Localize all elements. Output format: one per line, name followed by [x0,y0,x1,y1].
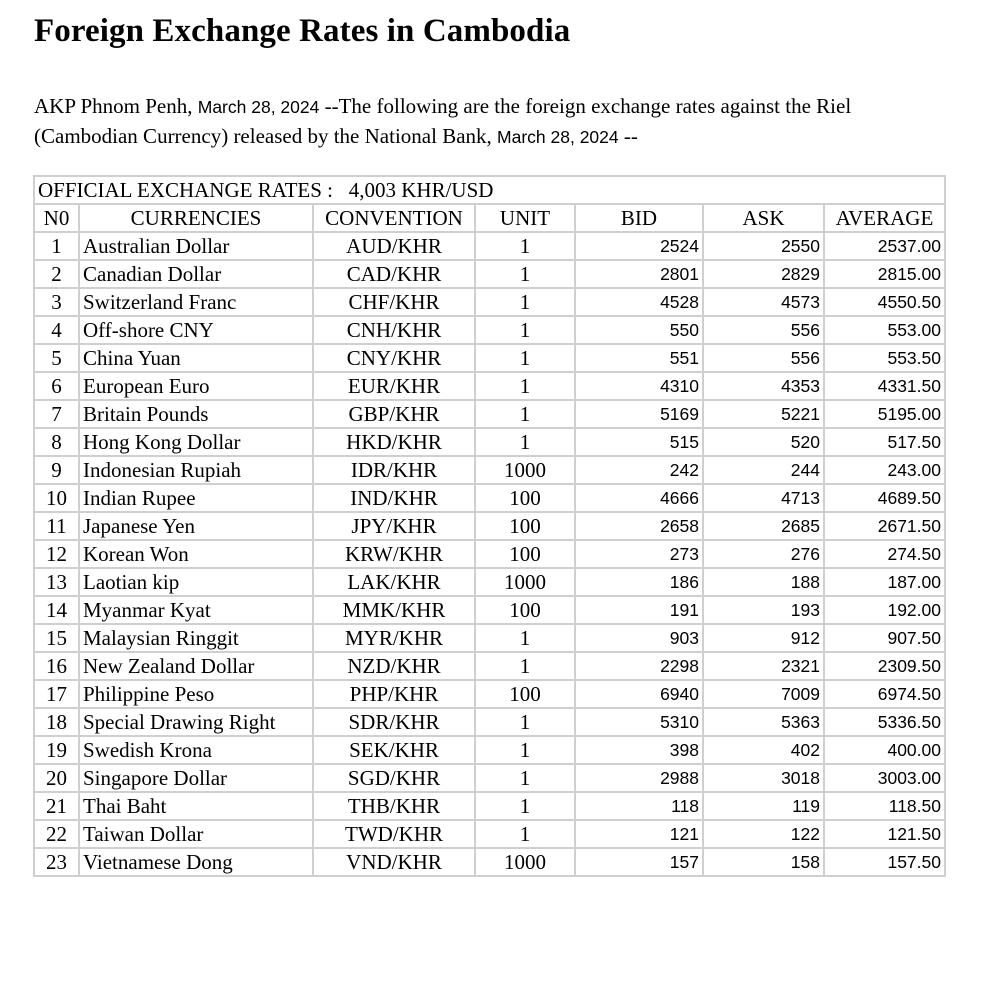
cell-bid: 5169 [575,400,703,428]
cell-currency: Australian Dollar [79,232,313,260]
cell-unit: 1 [475,708,575,736]
cell-bid: 903 [575,624,703,652]
cell-average: 187.00 [824,568,945,596]
cell-no: 1 [34,232,79,260]
cell-bid: 4666 [575,484,703,512]
table-row [34,260,945,288]
header-bid: BID [575,204,703,232]
table-row [34,232,945,260]
cell-currency: Taiwan Dollar [79,820,313,848]
cell-bid: 550 [575,316,703,344]
cell-convention: CHF/KHR [313,288,475,316]
cell-currency: Laotian kip [79,568,313,596]
intro-tail: -- [618,124,638,148]
cell-convention: CNY/KHR [313,344,475,372]
cell-currency: New Zealand Dollar [79,652,313,680]
cell-unit: 1 [475,736,575,764]
cell-bid: 398 [575,736,703,764]
cell-ask: 188 [703,568,824,596]
exchange-rates-table [33,175,946,877]
cell-convention: IDR/KHR [313,456,475,484]
cell-no: 9 [34,456,79,484]
cell-average: 907.50 [824,624,945,652]
cell-no: 10 [34,484,79,512]
cell-convention: TWD/KHR [313,820,475,848]
cell-unit: 1 [475,400,575,428]
cell-average: 400.00 [824,736,945,764]
cell-bid: 157 [575,848,703,876]
cell-average: 118.50 [824,792,945,820]
cell-unit: 1 [475,372,575,400]
cell-convention: MYR/KHR [313,624,475,652]
cell-unit: 1 [475,624,575,652]
cell-average: 157.50 [824,848,945,876]
cell-unit: 100 [475,512,575,540]
cell-convention: SEK/KHR [313,736,475,764]
table-row [34,848,945,876]
cell-currency: Malaysian Ringgit [79,624,313,652]
cell-unit: 100 [475,540,575,568]
cell-no: 4 [34,316,79,344]
cell-unit: 1000 [475,848,575,876]
cell-currency: Indonesian Rupiah [79,456,313,484]
cell-no: 12 [34,540,79,568]
cell-bid: 2524 [575,232,703,260]
cell-no: 14 [34,596,79,624]
table-row [34,288,945,316]
cell-unit: 1 [475,428,575,456]
cell-unit: 1 [475,820,575,848]
cell-bid: 6940 [575,680,703,708]
cell-currency: Thai Baht [79,792,313,820]
cell-ask: 119 [703,792,824,820]
table-row [34,792,945,820]
table-row [34,400,945,428]
table-row [34,764,945,792]
table-header-row [34,204,945,232]
cell-average: 4550.50 [824,288,945,316]
cell-unit: 1 [475,260,575,288]
cell-average: 553.00 [824,316,945,344]
cell-convention: SGD/KHR [313,764,475,792]
cell-unit: 1 [475,652,575,680]
table-row [34,344,945,372]
intro-middle: --The following are the foreign exchange rates against the Riel (Cambodian Currency) released by the National Bank, [34,94,852,148]
cell-ask: 122 [703,820,824,848]
intro-date: March 28, 2024 [197,97,320,117]
cell-convention: THB/KHR [313,792,475,820]
cell-average: 2537.00 [824,232,945,260]
cell-currency: Switzerland Franc [79,288,313,316]
cell-no: 3 [34,288,79,316]
cell-convention: JPY/KHR [313,512,475,540]
header-average: AVERAGE [824,204,945,232]
table-row [34,428,945,456]
header-no: N0 [34,204,79,232]
cell-currency: Britain Pounds [79,400,313,428]
cell-average: 6974.50 [824,680,945,708]
cell-average: 2815.00 [824,260,945,288]
cell-currency: Hong Kong Dollar [79,428,313,456]
cell-unit: 1 [475,344,575,372]
cell-average: 121.50 [824,820,945,848]
cell-currency: Korean Won [79,540,313,568]
cell-average: 243.00 [824,456,945,484]
cell-unit: 1000 [475,456,575,484]
header-currencies: CURRENCIES [79,204,313,232]
cell-average: 5336.50 [824,708,945,736]
cell-no: 20 [34,764,79,792]
cell-unit: 1 [475,316,575,344]
cell-ask: 2550 [703,232,824,260]
cell-bid: 2658 [575,512,703,540]
cell-currency: Off-shore CNY [79,316,313,344]
cell-unit: 100 [475,596,575,624]
cell-average: 2671.50 [824,512,945,540]
cell-no: 18 [34,708,79,736]
cell-unit: 1000 [475,568,575,596]
intro-lead: AKP Phnom Penh, [34,94,198,118]
cell-unit: 1 [475,288,575,316]
cell-average: 4331.50 [824,372,945,400]
table-row [34,372,945,400]
cell-ask: 556 [703,316,824,344]
table-row [34,708,945,736]
table-row [34,652,945,680]
header-unit: UNIT [475,204,575,232]
cell-ask: 244 [703,456,824,484]
table-row [34,316,945,344]
table-row [34,568,945,596]
cell-convention: KRW/KHR [313,540,475,568]
cell-ask: 7009 [703,680,824,708]
cell-ask: 276 [703,540,824,568]
cell-no: 22 [34,820,79,848]
cell-bid: 2801 [575,260,703,288]
cell-convention: CAD/KHR [313,260,475,288]
cell-ask: 520 [703,428,824,456]
table-row [34,736,945,764]
cell-average: 2309.50 [824,652,945,680]
cell-no: 13 [34,568,79,596]
cell-convention: MMK/KHR [313,596,475,624]
cell-bid: 242 [575,456,703,484]
cell-currency: European Euro [79,372,313,400]
cell-currency: Special Drawing Right [79,708,313,736]
cell-convention: GBP/KHR [313,400,475,428]
cell-currency: Singapore Dollar [79,764,313,792]
official-rate-row [34,176,945,204]
cell-ask: 5363 [703,708,824,736]
page-title: Foreign Exchange Rates in Cambodia [34,13,571,49]
cell-unit: 100 [475,680,575,708]
header-ask: ASK [703,204,824,232]
intro-date-second: March 28, 2024 [497,127,619,147]
cell-currency: Philippine Peso [79,680,313,708]
cell-unit: 1 [475,232,575,260]
cell-no: 15 [34,624,79,652]
cell-average: 3003.00 [824,764,945,792]
table-body [34,232,945,876]
cell-average: 553.50 [824,344,945,372]
cell-bid: 118 [575,792,703,820]
cell-ask: 4713 [703,484,824,512]
cell-bid: 4310 [575,372,703,400]
cell-no: 17 [34,680,79,708]
cell-average: 4689.50 [824,484,945,512]
cell-ask: 5221 [703,400,824,428]
cell-ask: 2685 [703,512,824,540]
cell-no: 5 [34,344,79,372]
table-row [34,484,945,512]
cell-bid: 121 [575,820,703,848]
cell-unit: 1 [475,764,575,792]
table-row [34,540,945,568]
table-row [34,512,945,540]
cell-convention: SDR/KHR [313,708,475,736]
cell-unit: 100 [475,484,575,512]
official-rate-caption: OFFICIAL EXCHANGE RATES : 4,003 KHR/USD [34,176,945,204]
cell-ask: 158 [703,848,824,876]
cell-ask: 2829 [703,260,824,288]
cell-no: 19 [34,736,79,764]
cell-bid: 186 [575,568,703,596]
cell-no: 11 [34,512,79,540]
cell-average: 5195.00 [824,400,945,428]
cell-currency: Myanmar Kyat [79,596,313,624]
cell-currency: Swedish Krona [79,736,313,764]
cell-no: 8 [34,428,79,456]
cell-convention: HKD/KHR [313,428,475,456]
intro-paragraph [34,92,954,152]
cell-ask: 3018 [703,764,824,792]
cell-currency: Vietnamese Dong [79,848,313,876]
cell-convention: AUD/KHR [313,232,475,260]
table-row [34,680,945,708]
cell-currency: Japanese Yen [79,512,313,540]
cell-no: 6 [34,372,79,400]
cell-bid: 273 [575,540,703,568]
cell-convention: LAK/KHR [313,568,475,596]
cell-bid: 515 [575,428,703,456]
cell-average: 192.00 [824,596,945,624]
cell-no: 23 [34,848,79,876]
cell-unit: 1 [475,792,575,820]
cell-bid: 2988 [575,764,703,792]
cell-no: 7 [34,400,79,428]
cell-convention: PHP/KHR [313,680,475,708]
cell-convention: NZD/KHR [313,652,475,680]
cell-bid: 191 [575,596,703,624]
cell-no: 2 [34,260,79,288]
cell-ask: 556 [703,344,824,372]
cell-convention: IND/KHR [313,484,475,512]
cell-no: 16 [34,652,79,680]
cell-bid: 551 [575,344,703,372]
cell-average: 274.50 [824,540,945,568]
cell-convention: CNH/KHR [313,316,475,344]
cell-average: 517.50 [824,428,945,456]
cell-convention: EUR/KHR [313,372,475,400]
cell-convention: VND/KHR [313,848,475,876]
cell-currency: China Yuan [79,344,313,372]
table-row [34,820,945,848]
table-row [34,624,945,652]
cell-bid: 5310 [575,708,703,736]
cell-currency: Indian Rupee [79,484,313,512]
cell-bid: 2298 [575,652,703,680]
table-row [34,596,945,624]
cell-ask: 402 [703,736,824,764]
header-convention: CONVENTION [313,204,475,232]
table-row [34,456,945,484]
cell-ask: 2321 [703,652,824,680]
cell-currency: Canadian Dollar [79,260,313,288]
cell-ask: 4353 [703,372,824,400]
cell-ask: 4573 [703,288,824,316]
cell-ask: 912 [703,624,824,652]
cell-bid: 4528 [575,288,703,316]
cell-ask: 193 [703,596,824,624]
cell-no: 21 [34,792,79,820]
